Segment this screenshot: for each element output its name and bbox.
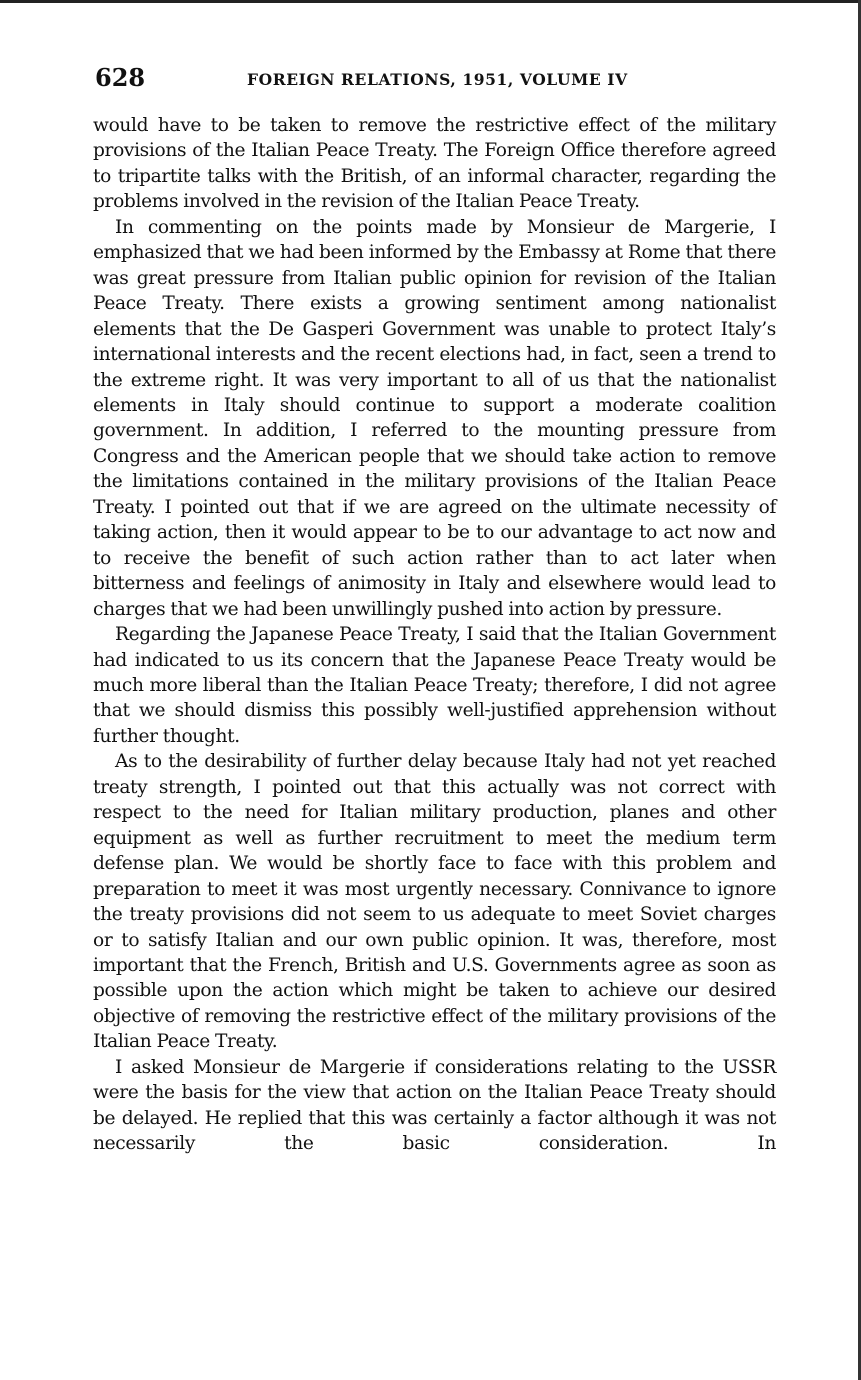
page-header xyxy=(95,64,775,94)
paragraph: Regarding the Japanese Peace Treaty, I said that the Italian Government had indicated to us its concern that the Japanese Peace Treaty would be much more liberal than the Italian Peace Treaty; therefore, I did not agree that we should dismiss this possibly well-justified apprehension without further thought. xyxy=(93,624,776,747)
page-top-border xyxy=(0,0,861,3)
paragraph: In commenting on the points made by Monsieur de Margerie, I emphasized that we had been informed by the Embassy at Rome that there was great pressure from Italian public opinion for revision of the Italian Peace Treaty. There exists a growing sentiment among nationalist elements that the De Gasperi Government was unable to protect Italy’s international interests and the recent elections had, in fact, seen a trend to the extreme right. It was very important to all of us that the nationalist elements in Italy should continue to support a moderate coalition government. In addition, I referred to the mounting pressure from Congress and the American people that we should take action to remove the limitations contained in the military provisions of the Italian Peace Treaty. I pointed out that if we are agreed on the ultimate necessity of taking action, then it would appear to be to our advantage to act now and to receive the benefit of such action rather than to act later when bitterness and feelings of animosity in Italy and elsewhere would lead to charges that we had been unwillingly pushed into action by pressure. xyxy=(93,216,776,620)
body-text xyxy=(93,113,776,1157)
paragraph: As to the desirability of further delay because Italy had not yet reached treaty strength, I pointed out that this actually was not correct with respect to the need for Italian military production, planes and other equipment as well as further recruitment to meet the medium term defense plan. We would be shortly face to face with this problem and preparation to meet it was most urgently necessary. Connivance to ignore the treaty provisions did not seem to us adequate to meet Soviet charges or to satisfy Italian and our own public opinion. It was, therefore, most important that the French, British and U.S. Governments agree as soon as possible upon the action which might be taken to achieve our desired objective of removing the restrictive effect of the military provisions of the Italian Peace Treaty. xyxy=(93,751,776,1053)
paragraph-last: I asked Monsieur de Margerie if considerations relating to the USSR were the basis for the view that action on the Italian Peace Treaty should be delayed. He replied that this was certainly a factor although it was not necessarily the basic consideration. In xyxy=(93,1056,776,1155)
running-head: FOREIGN RELATIONS, 1951, VOLUME IV xyxy=(247,70,628,89)
page-number: 628 xyxy=(95,63,146,92)
paragraph-continued: would have to be taken to remove the restrictive effect of the military provisions of the Italian Peace Treaty. The Foreign Office therefore agreed to tripartite talks with the British, of an informal character, regarding the problems involved in the revision of the Italian Peace Treaty. xyxy=(93,115,776,213)
